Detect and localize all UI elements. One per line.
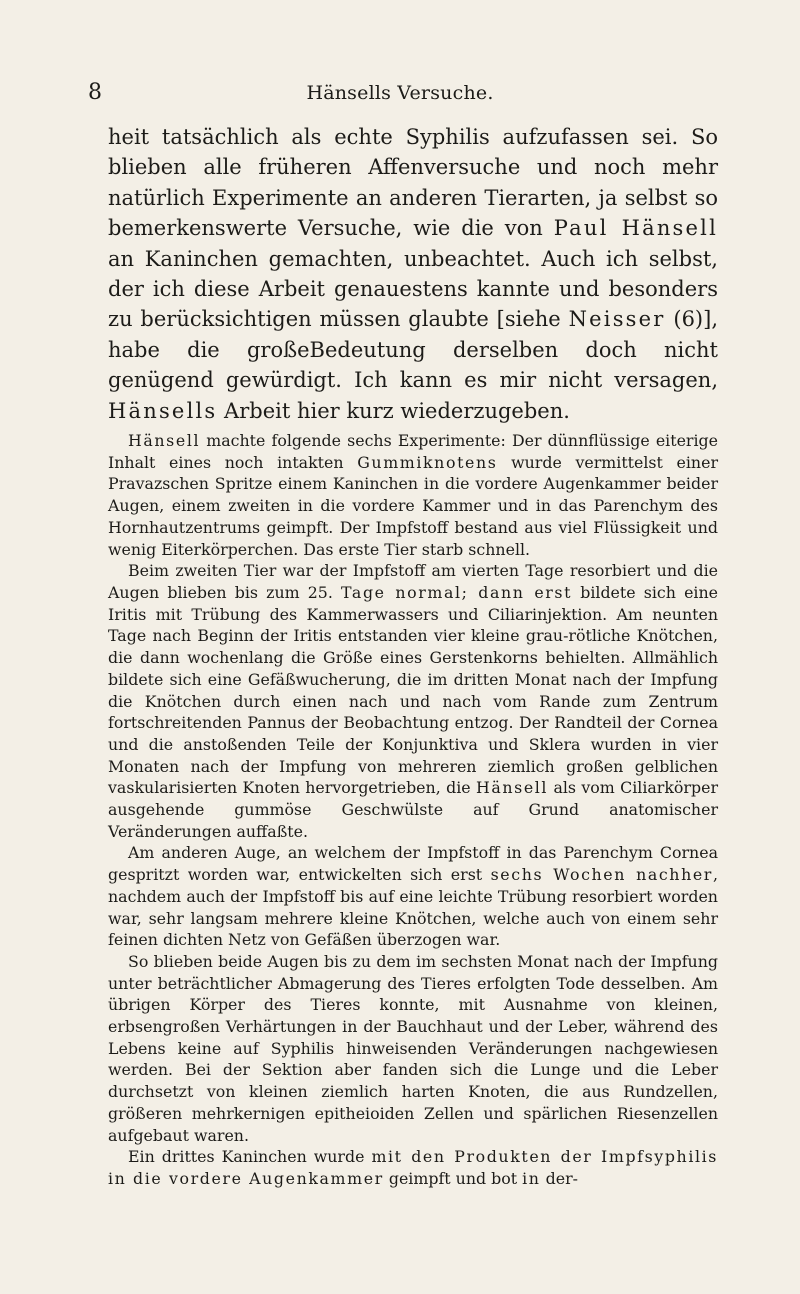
page-header	[0, 78, 800, 108]
text-run: der-	[540, 1168, 578, 1188]
paragraph-outcome	[108, 951, 718, 1146]
text-run: an Kaninchen gemachten, unbeachtet. Auch ich selbst, der ich diese Arbeit genauestens kannte und besonders zu berücksichtigen müssen glaubte [siehe	[108, 246, 718, 332]
emphasis-text: in	[522, 1168, 541, 1188]
author-name: Hänsells	[108, 398, 218, 423]
intro-section	[108, 122, 718, 426]
paragraph-third-rabbit	[108, 1146, 718, 1189]
paragraph-other-eye	[108, 842, 718, 951]
paragraph-second-animal	[108, 560, 718, 842]
author-name: Hänsell	[128, 431, 201, 451]
text-run: Beim zweiten Tier war der Impfstoff am vierten Tage resorbiert und die Augen blieben bis zum 25.	[108, 561, 718, 602]
page-number: 8	[88, 80, 102, 105]
quoted-section	[108, 430, 718, 1190]
text-run: Arbeit hier kurz wiederzugeben.	[217, 398, 570, 423]
page-body	[108, 122, 718, 1190]
emphasis-term: Gummiknotens	[357, 452, 498, 472]
text-run: Ein drittes Kaninchen wurde	[128, 1147, 372, 1167]
text-run: geimpft und bot	[383, 1168, 523, 1188]
text-run: Am anderen Auge, an welchem der Impfstoff in das Parenchym Cornea gespritzt worden war, entwickelten sich erst	[108, 843, 718, 885]
author-name: Hänsell	[475, 778, 549, 798]
text-run: , nachdem auch der Impfstoff bis auf eine leichte Trübung resorbiert worden war, sehr langsam mehrere kleine Knötchen, welche auch von einem sehr feinen dichten Netz von Gefäßen überzogen war.	[108, 865, 718, 950]
text-run: heit tatsächlich als echte Syphilis aufzufassen sei. So blieben alle früheren Affenversuche und noch mehr natürlich Experimente an anderen Tierarten, ja selbst so bemerkenswerte Versuche, wie die von	[108, 125, 718, 241]
text-run: (6)], habe die großeBedeutung derselben doch nicht genügend gewürdigt. Ich kann es mir nicht versagen,	[108, 307, 718, 393]
text-run: bildete sich eine Iritis mit Trübung des Kammerwassers und Ciliarinjektion. Am neunten Tage nach Beginn der Iritis entstanden vier kleine grau-rötliche Knötchen, die dann wochenlang die Größe eines Gerstenkorns behielten. Allmählich bildete sich eine Gefäßwucherung, die im dritten Monat nach der Impfung die Knötchen durch einen nach und nach vom Rande zum Zentrum fortschreitenden Pannus der Beobachtung entzog. Der Randteil der Cornea und die anstoßenden Teile der Konjunktiva und Sklera wurden in vier Monaten nach der Impfung von mehreren ziemlich großen gelblichen vaskularisierten Knoten hervorgetrieben, die	[108, 582, 718, 798]
text-run: So blieben beide Augen bis zu dem im sechsten Monat nach der Impfung unter beträchtlicher Abmagerung des Tieres erfolgten Tode desselben. Am übrigen Körper des Tieres konnte, mit Ausnahme von kleinen, erbsengroßen Verhärtungen in der Bauchhaut und der Leber, während des Lebens keine auf Syphilis hinweisenden Veränderungen nachgewiesen werden. Bei der Sektion aber fanden sich die Lunge und die Leber durchsetzt von kleinen ziemlich harten Knoten, die aus Rundzellen, größeren mehrkernigen epitheioiden Zellen und spärlichen Riesenzellen aufgebaut waren.	[108, 951, 718, 1145]
text-run: machte folgende sechs Experimente: Der dünnflüssige eiterige Inhalt eines noch intakten	[108, 431, 718, 472]
emphasis-text: sechs Wochen nachher	[490, 865, 713, 885]
author-name: Neisser	[568, 307, 666, 332]
paragraph-experiments	[108, 430, 718, 560]
emphasis-text: mit den Produkten der Impfsyphilis in die vordere Augenkammer	[108, 1147, 718, 1188]
author-name: Paul Hänsell	[553, 216, 718, 241]
text-run: als vom Ciliarkörper ausgehende gummöse Geschwülste auf Grund anatomischer Veränderungen auffaßte.	[108, 778, 718, 841]
text-run: wurde vermittelst einer Pravazschen Spritze einem Kaninchen in die vordere Augenkammer beider Augen, einem zweiten in die vordere Kammer und in das Parenchym des Hornhautzentrums geimpft. Der Impfstoff bestand aus viel Flüssigkeit und wenig Eiterkörperchen. Das erste Tier starb schnell.	[108, 452, 719, 559]
running-title: Hänsells Versuche.	[306, 82, 494, 104]
emphasis-text: Tage normal; dann erst	[341, 582, 573, 602]
intro-paragraph	[108, 122, 718, 426]
